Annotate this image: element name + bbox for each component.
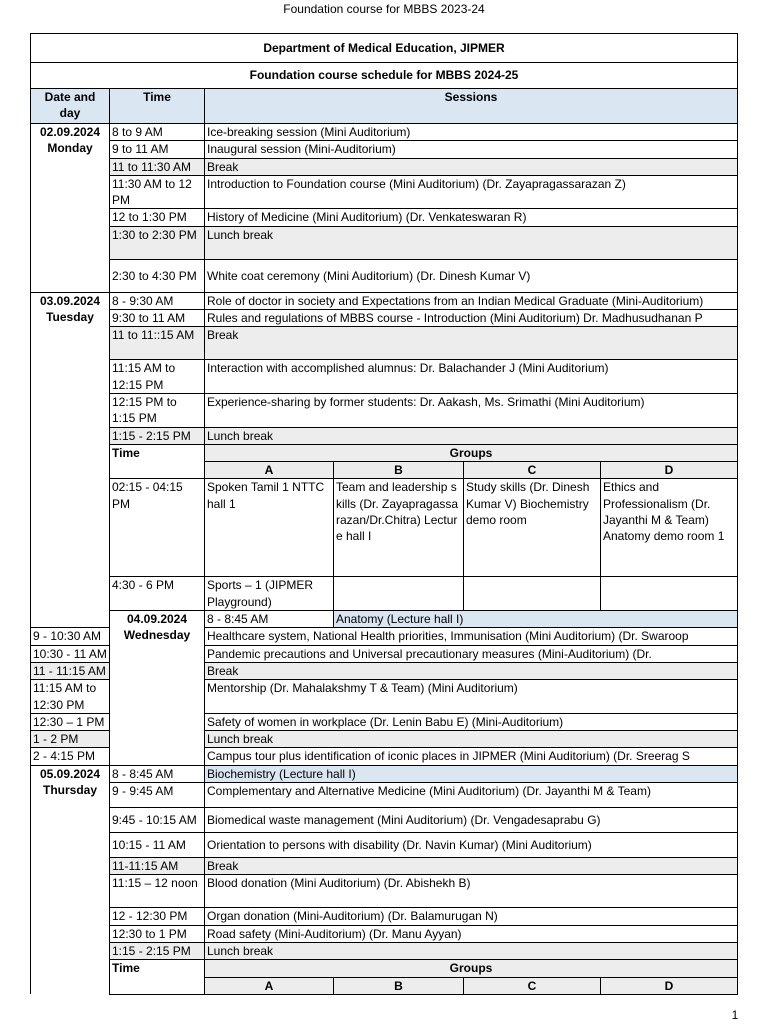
session-cell: Organ donation (Mini-Auditorium) (Dr. Balamurugan N): [205, 908, 738, 925]
group-b-header: B: [334, 462, 464, 479]
group-a-cell: Spoken Tamil 1 NTTC hall 1: [205, 479, 334, 577]
time-cell: 9:45 - 10:15 AM: [110, 808, 205, 833]
session-cell: Break: [205, 858, 738, 875]
session-cell: Mentorship (Dr. Mahalakshmy T & Team) (Mini Auditorium): [205, 680, 738, 714]
time-cell: 8 to 9 AM: [110, 124, 205, 141]
table-row: [31, 783, 738, 808]
session-cell: Lunch break: [205, 226, 738, 259]
group-row: [31, 577, 738, 611]
groups-time-header: Time: [110, 444, 205, 479]
session-cell: Role of doctor in society and Expectations from an Indian Medical Graduate (Mini-Auditorium): [205, 292, 738, 309]
group-b-cell: Team and leadership skills (Dr. Zayapragassarazan/Dr.Chitra) Lecture hall I: [334, 479, 464, 577]
weekday-label: Wednesday: [123, 628, 191, 643]
session-cell: Healthcare system, National Health priorities, Immunisation (Mini Auditorium) (Dr. Swaroop: [205, 628, 738, 645]
time-cell: 1:15 - 2:15 PM: [110, 427, 205, 444]
weekday-label: Monday: [47, 141, 93, 156]
subtitle-row: [31, 63, 738, 89]
session-cell: Anatomy (Lecture hall I): [334, 611, 738, 628]
table-row: [31, 209, 738, 226]
time-cell: 10:15 - 11 AM: [110, 833, 205, 858]
table-row: [31, 611, 738, 628]
table-row: [31, 259, 738, 292]
group-a-header: A: [205, 977, 334, 994]
day-cell: [110, 611, 205, 766]
table-row: [31, 360, 738, 394]
time-cell: 12 to 1:30 PM: [110, 209, 205, 226]
date-label: 04.09.2024: [126, 612, 188, 627]
session-cell: White coat ceremony (Mini Auditorium) (Dr. Dinesh Kumar V): [205, 259, 738, 292]
session-cell: Lunch break: [205, 731, 738, 748]
time-cell: 9:30 to 11 AM: [110, 310, 205, 327]
weekday-label: Thursday: [42, 783, 97, 798]
table-row: [31, 327, 738, 360]
time-cell: 11 - 11:15 AM: [31, 662, 110, 679]
day-cell: [31, 292, 110, 628]
time-cell: 10:30 - 11 AM: [31, 645, 110, 662]
table-row: [31, 175, 738, 209]
session-cell: Inaugural session (Mini-Auditorium): [205, 141, 738, 158]
time-cell: 11:15 – 12 noon: [110, 875, 205, 908]
group-a-cell: Sports – 1 (JIPMER Playground): [205, 577, 334, 611]
table-row: [31, 858, 738, 875]
group-c-cell: [464, 577, 601, 611]
session-cell: Lunch break: [205, 942, 738, 959]
table-row: [31, 908, 738, 925]
time-cell: 11:30 AM to 12 PM: [110, 175, 205, 209]
page-number: 1: [731, 1008, 739, 1022]
group-d-header: D: [601, 977, 738, 994]
time-cell: 2 - 4:15 PM: [31, 748, 110, 765]
session-cell: Road safety (Mini-Auditorium) (Dr. Manu Ayyan): [205, 925, 738, 942]
session-cell: Complementary and Alternative Medicine (Mini Auditorium) (Dr. Jayanthi M & Team): [205, 783, 738, 808]
session-cell: History of Medicine (Mini Auditorium) (Dr. Venkateswaran R): [205, 209, 738, 226]
table-row: [31, 292, 738, 309]
group-d-header: D: [601, 462, 738, 479]
time-cell: 11:15 AM to 12:30 PM: [31, 680, 110, 714]
time-cell: 12 - 12:30 PM: [110, 908, 205, 925]
session-cell: Break: [205, 158, 738, 175]
time-cell: 4:30 - 6 PM: [110, 577, 205, 611]
groups-header-row: [31, 444, 738, 461]
table-row: [31, 833, 738, 858]
table-row: [31, 875, 738, 908]
session-cell: Rules and regulations of MBBS course - Introduction (Mini Auditorium) Dr. Madhusudhanan P: [205, 310, 738, 327]
time-cell: 1 - 2 PM: [31, 731, 110, 748]
groups-header: Groups: [205, 960, 738, 977]
time-cell: 9 - 9:45 AM: [110, 783, 205, 808]
table-row: [31, 942, 738, 959]
day-cell: [31, 765, 110, 994]
group-b-cell: [334, 577, 464, 611]
column-header-row: [31, 89, 738, 124]
groups-time-header: Time: [110, 960, 205, 995]
group-b-header: B: [334, 977, 464, 994]
session-cell: Lunch break: [205, 427, 738, 444]
session-cell: Break: [205, 662, 738, 679]
table-row: [31, 226, 738, 259]
time-cell: 9 - 10:30 AM: [31, 628, 110, 645]
table-row: [31, 427, 738, 444]
session-cell: Biochemistry (Lecture hall I): [205, 765, 738, 782]
running-header: Foundation course for MBBS 2023-24: [283, 2, 485, 16]
day-cell: [31, 124, 110, 293]
time-column-header: Time: [110, 89, 205, 124]
table-row: [31, 808, 738, 833]
date-label: 03.09.2024: [39, 293, 101, 308]
group-c-header: C: [464, 462, 601, 479]
title-row: [31, 34, 738, 63]
table-row: [31, 310, 738, 327]
session-cell: Campus tour plus identification of iconic places in JIPMER (Mini Auditorium) (Dr. Sreerag S: [205, 748, 738, 765]
time-cell: 8 - 9:30 AM: [110, 292, 205, 309]
table-row: [31, 765, 738, 782]
groups-header-row: [31, 960, 738, 977]
group-c-cell: Study skills (Dr. Dinesh Kumar V) Biochemistry demo room: [464, 479, 601, 577]
table-row: [31, 124, 738, 141]
session-cell: Interaction with accomplished alumnus: Dr. Balachander J (Mini Auditorium): [205, 360, 738, 394]
time-cell: 02:15 - 04:15 PM: [110, 479, 205, 577]
session-cell: Biomedical waste management (Mini Auditorium) (Dr. Vengadesaprabu G): [205, 808, 738, 833]
time-cell: 8 - 8:45 AM: [205, 611, 334, 628]
groups-header: Groups: [205, 444, 738, 461]
time-cell: 9 to 11 AM: [110, 141, 205, 158]
time-cell: 1:15 - 2:15 PM: [110, 942, 205, 959]
table-row: [31, 925, 738, 942]
session-cell: Orientation to persons with disability (Dr. Navin Kumar) (Mini Auditorium): [205, 833, 738, 858]
group-row: [31, 479, 738, 577]
date-label: 02.09.2024: [39, 125, 101, 139]
time-cell: 11 to 11::15 AM: [110, 327, 205, 360]
time-cell: 11 to 11:30 AM: [110, 158, 205, 175]
time-cell: 2:30 to 4:30 PM: [110, 259, 205, 292]
session-cell: Safety of women in workplace (Dr. Lenin Babu E) (Mini-Auditorium): [205, 713, 738, 730]
schedule-subtitle: Foundation course schedule for MBBS 2024-25: [31, 63, 738, 89]
weekday-label: Tuesday: [46, 310, 94, 325]
group-d-cell: Ethics and Professionalism (Dr. Jayanthi M & Team) Anatomy demo room 1: [601, 479, 738, 577]
session-cell: Pandemic precautions and Universal precautionary measures (Mini-Auditorium) (Dr.: [205, 645, 738, 662]
table-row: [31, 141, 738, 158]
group-c-header: C: [464, 977, 601, 994]
time-cell: 12:30 to 1 PM: [110, 925, 205, 942]
time-cell: 8 - 8:45 AM: [110, 765, 205, 782]
time-cell: 1:30 to 2:30 PM: [110, 226, 205, 259]
department-title: Department of Medical Education, JIPMER: [31, 34, 738, 63]
session-cell: Blood donation (Mini Auditorium) (Dr. Abishekh B): [205, 875, 738, 908]
group-a-header: A: [205, 462, 334, 479]
schedule-table: [30, 33, 738, 995]
table-row: [31, 158, 738, 175]
date-label: 05.09.2024: [39, 766, 101, 781]
session-cell: Introduction to Foundation course (Mini Auditorium) (Dr. Zayapragassarazan Z): [205, 175, 738, 209]
time-cell: 11:15 AM to 12:15 PM: [110, 360, 205, 394]
time-cell: 12:30 – 1 PM: [31, 713, 110, 730]
table-row: [31, 393, 738, 427]
group-d-cell: [601, 577, 738, 611]
session-cell: Experience-sharing by former students: Dr. Aakash, Ms. Srimathi (Mini Auditorium): [205, 393, 738, 427]
time-cell: 12:15 PM to 1:15 PM: [110, 393, 205, 427]
date-column-header: Date and day: [31, 89, 110, 124]
time-cell: 11-11:15 AM: [110, 858, 205, 875]
session-cell: Ice-breaking session (Mini Auditorium): [205, 124, 738, 141]
session-cell: Break: [205, 327, 738, 360]
sessions-column-header: Sessions: [205, 89, 738, 124]
